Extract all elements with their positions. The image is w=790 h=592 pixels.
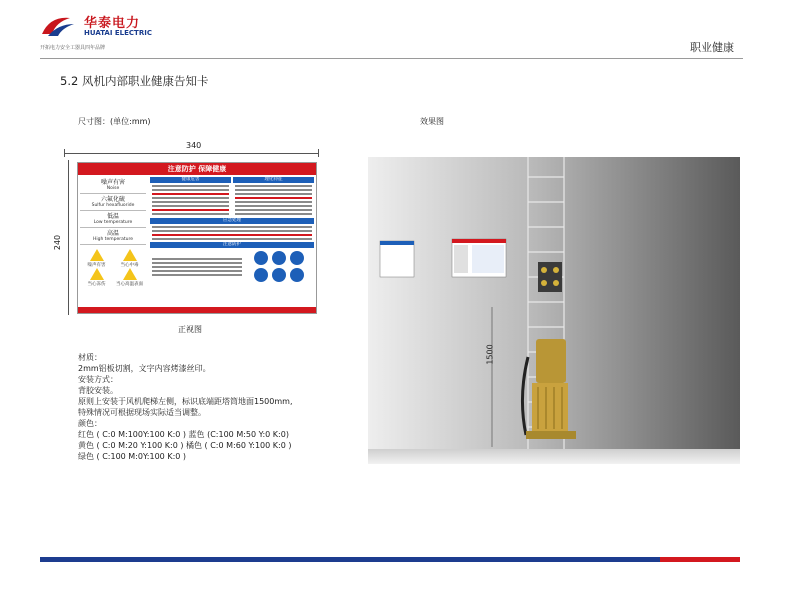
section-bar: 理化特征 (233, 177, 314, 183)
sign-info-column (150, 177, 314, 307)
width-dimension: 340 (186, 141, 202, 150)
material-line: 背胶安装。 (78, 386, 118, 395)
height-dimension: 240 (53, 234, 63, 251)
noise-warning-icon (90, 249, 104, 261)
logo-name-en: HUATAI ELECTRIC (84, 29, 152, 37)
material-line: 安装方式： (78, 375, 118, 384)
hazard-name-cn: 低温 (106, 213, 119, 220)
ear-protection-icon (254, 251, 268, 265)
warning-label: 当心高温表面 (116, 282, 143, 287)
header-title: 职业健康 (690, 41, 734, 54)
gloves-icon (290, 251, 304, 265)
dim-tick (64, 149, 65, 157)
sign-footer (78, 307, 316, 313)
material-line: 绿色 ( C:100 M:0Y:100 K:0 ) (78, 452, 187, 461)
hazard-item (80, 228, 146, 245)
front-view-label: 正视图 (178, 325, 202, 334)
material-line: 特殊情况可根据现场实际适当调整。 (78, 408, 206, 417)
huatai-logo-icon (40, 14, 76, 38)
helmet-icon (254, 268, 268, 282)
sign-header: 注意防护 保障健康 (78, 163, 316, 175)
text-block (150, 185, 231, 215)
hazard-name-cn: 高温 (106, 230, 119, 237)
warning-sign (82, 249, 112, 268)
size-label: 尺寸图：(单位:mm) (78, 117, 151, 126)
material-line: 红色 ( C:0 M:100Y:100 K:0 ) 蓝色 (C:100 M:50 Y:0 K:0) (78, 430, 289, 439)
section-bar: 应急处理 (150, 218, 314, 224)
effect-label: 效果图 (420, 117, 444, 126)
toxic-warning-icon (123, 249, 137, 261)
material-line: 原则上安装于风机爬梯左侧，标识底端距塔筒地面1500mm, (78, 397, 293, 406)
text-block (150, 226, 314, 240)
height-dimension-line (68, 160, 69, 315)
goggles-icon (272, 268, 286, 282)
hazard-name-en: Noise (106, 186, 120, 191)
frostbite-warning-icon (90, 268, 104, 280)
hazard-name-cn: 六氟化硫 (100, 196, 125, 203)
install-height-dimension: 1500 (485, 344, 495, 365)
hazard-item (80, 194, 146, 211)
dim-tick (318, 149, 319, 157)
hazard-name-en: High temperature (92, 237, 134, 242)
hazard-name-cn: 噪声有害 (100, 179, 125, 186)
material-spec (78, 352, 293, 462)
footer-accent (660, 557, 740, 562)
logo-tagline: 开拓电力安全工器具四年品牌 (40, 45, 106, 51)
mask-icon (272, 251, 286, 265)
section-bar: 注意防护 (150, 242, 314, 248)
material-line: 黄色 ( C:0 M:20 Y:100 K:0 ) 橘色 ( C:0 M:60 Y:100 K:0 ) (78, 441, 292, 450)
warning-sign (82, 268, 112, 287)
warning-sign (115, 249, 145, 268)
effect-rendering (368, 157, 740, 464)
warning-sign (115, 268, 145, 287)
hazard-name-en: Sulfur hexafluoride (91, 203, 135, 208)
hot-surface-warning-icon (123, 268, 137, 280)
health-notice-sign (77, 162, 317, 314)
hazard-column (80, 177, 146, 305)
hazard-item (80, 177, 146, 194)
header-divider (40, 58, 743, 59)
warning-label: 当心冻伤 (87, 282, 106, 287)
warning-label: 当心中毒 (120, 263, 139, 268)
material-line: 材质： (78, 353, 102, 362)
logo-name-cn: 华泰电力 (84, 16, 141, 31)
section-title: 5.2 风机内部职业健康告知卡 (60, 74, 209, 88)
footer-bar (40, 557, 740, 562)
material-line: 颜色： (78, 419, 102, 428)
hazard-name-en: Low temperature (93, 220, 133, 225)
section-bar: 健康危害 (150, 177, 231, 183)
warning-label: 噪声有害 (87, 263, 106, 268)
text-block (233, 185, 314, 215)
protective-suit-icon (290, 268, 304, 282)
hazard-item (80, 211, 146, 228)
text-block (150, 256, 244, 278)
width-dimension-line (64, 153, 319, 154)
material-line: 2mm铝板切割，文字内容烤漆丝印。 (78, 364, 211, 373)
